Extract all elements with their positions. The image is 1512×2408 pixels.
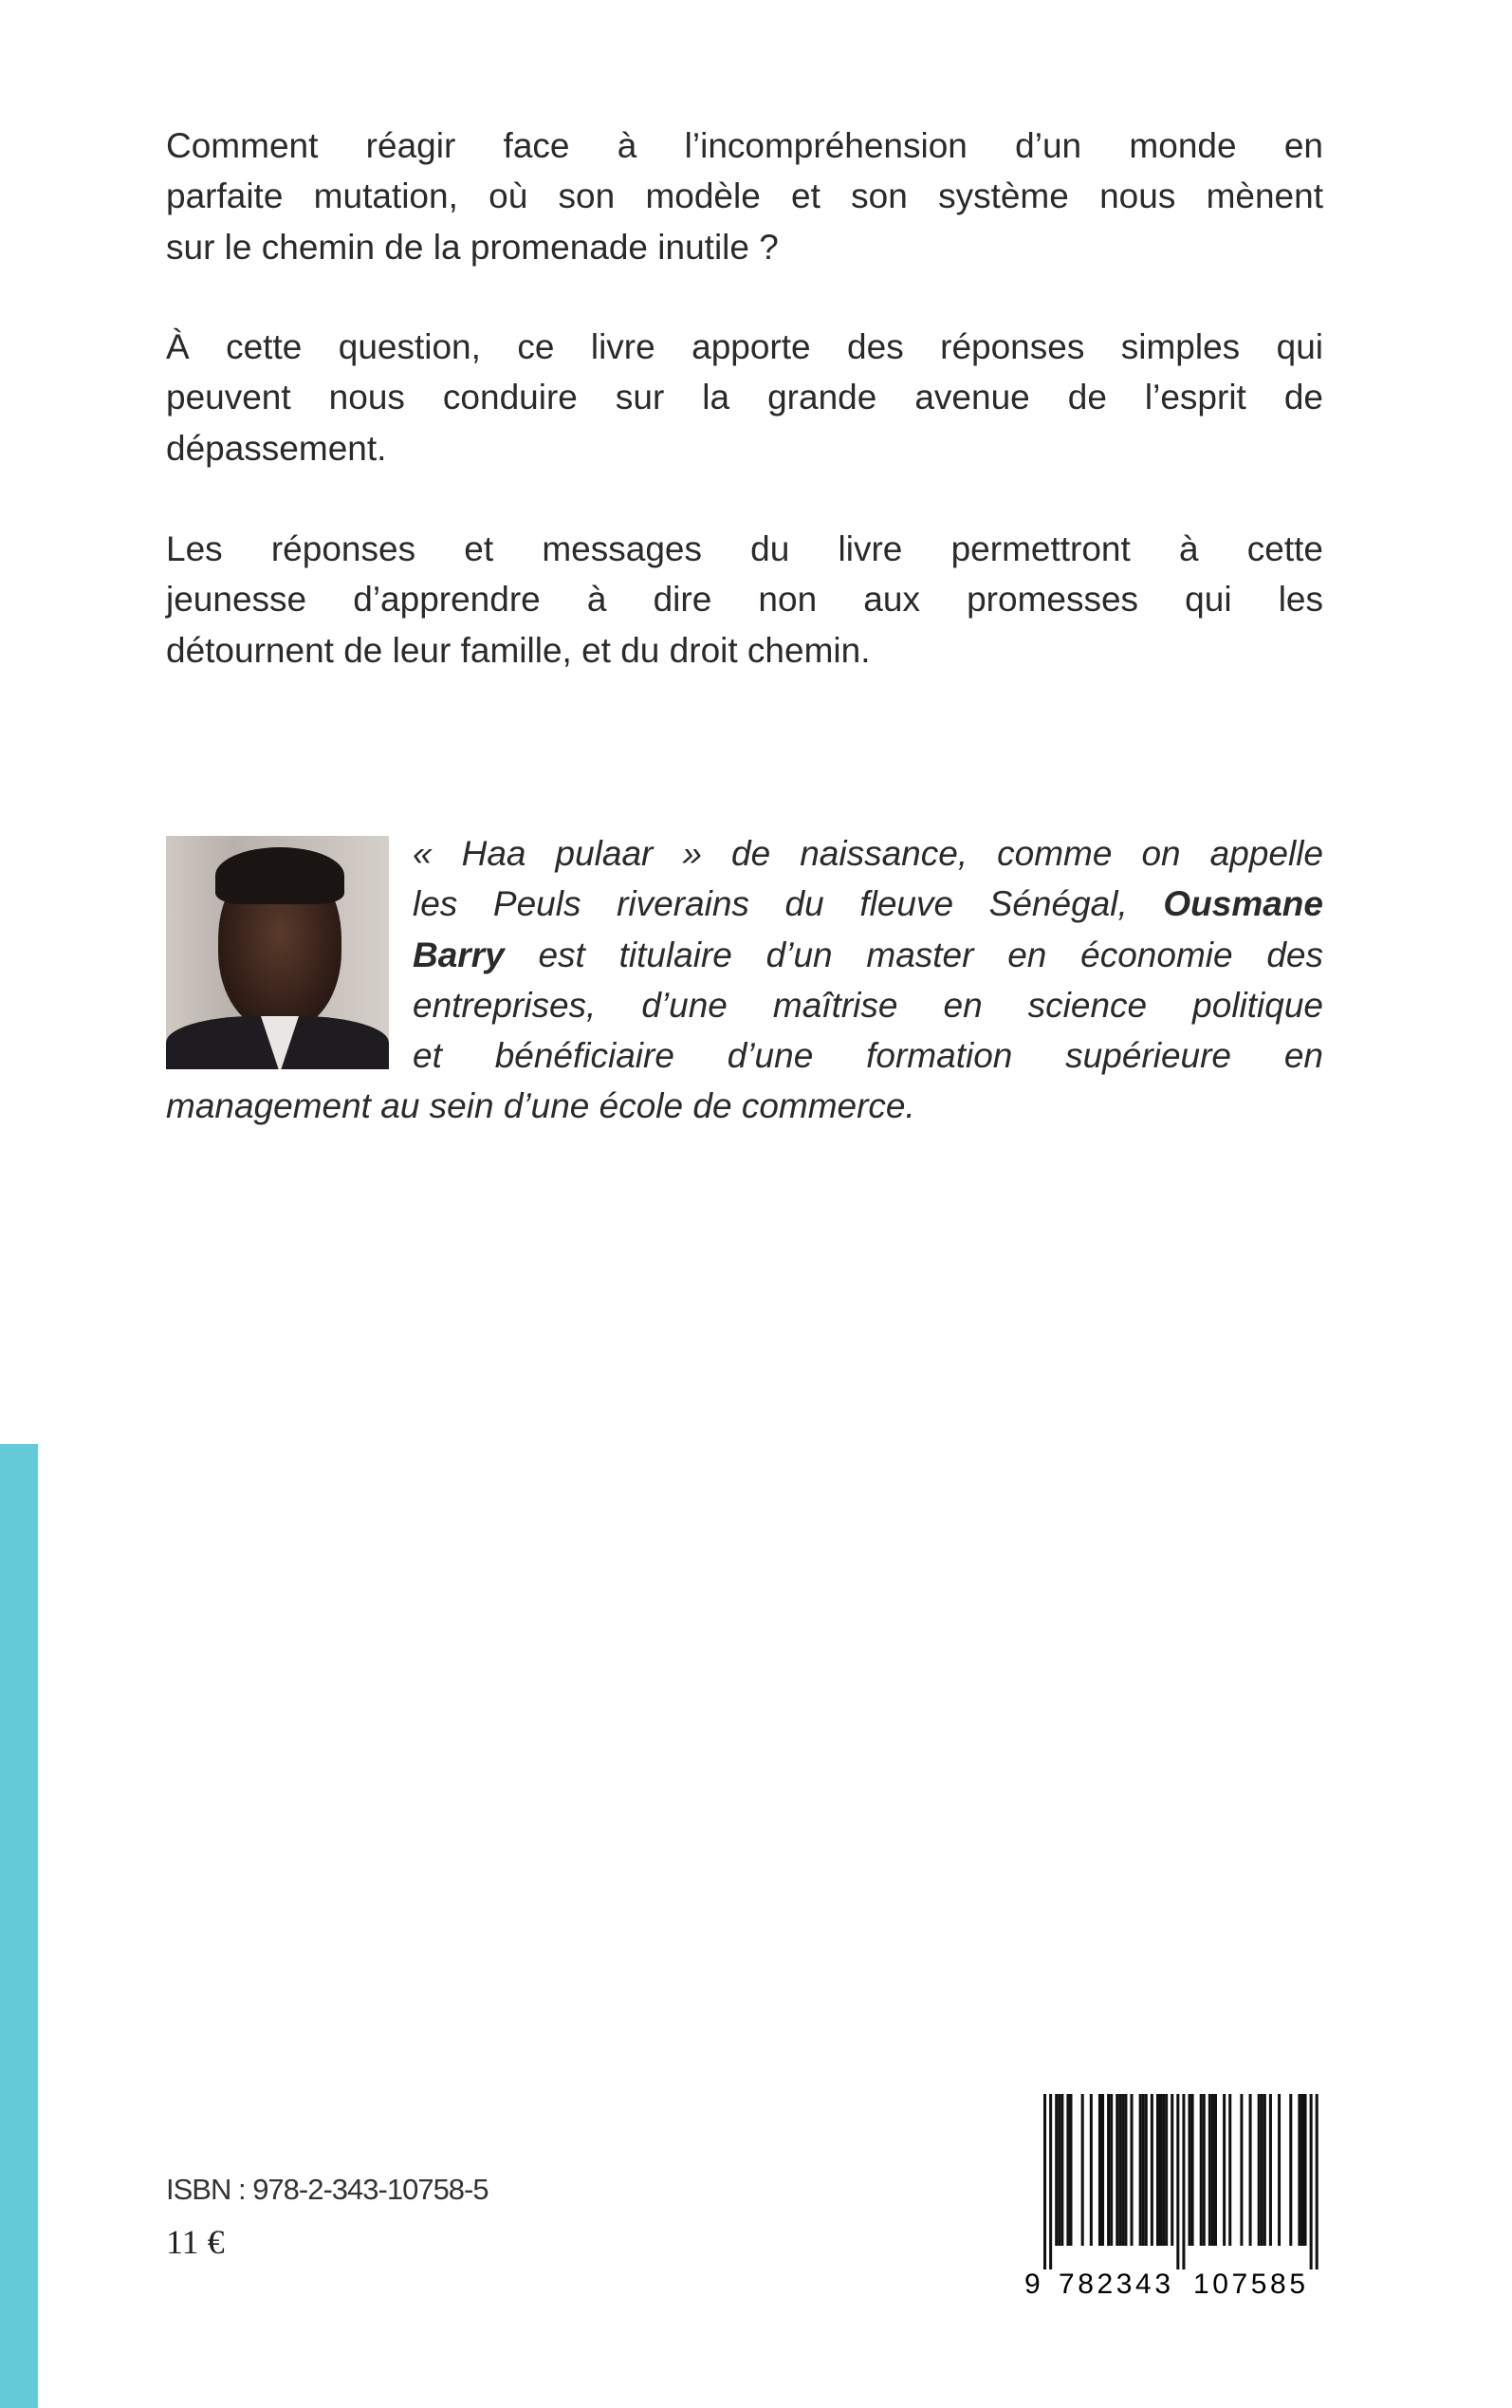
barcode-bar xyxy=(1069,2094,1072,2246)
barcode-bar xyxy=(1110,2094,1113,2246)
barcode-digits-left: 782343 xyxy=(1059,2269,1171,2300)
barcode-bar xyxy=(1189,2094,1191,2246)
barcode-bar xyxy=(1200,2094,1203,2246)
barcode-bar xyxy=(1139,2094,1142,2246)
barcode-bar xyxy=(1151,2094,1153,2246)
barcode-bar xyxy=(1107,2094,1110,2246)
blurb-paragraph-2 xyxy=(166,322,1323,473)
isbn: ISBN : 978-2-343-10758-5 xyxy=(166,2173,489,2206)
barcode-bar xyxy=(1121,2094,1124,2246)
bio-line xyxy=(413,930,1323,980)
barcode-bar xyxy=(1261,2094,1263,2246)
barcode-digits-right: 107585 xyxy=(1193,2269,1305,2300)
barcode-bar xyxy=(1278,2094,1281,2246)
barcode-bar xyxy=(1214,2094,1217,2246)
barcode-bar xyxy=(1258,2094,1261,2246)
barcode-bar xyxy=(1203,2094,1206,2246)
barcode-bar xyxy=(1116,2094,1118,2246)
text-line: Les réponses et messages du livre permettront à cette xyxy=(166,529,1323,568)
barcode-bar xyxy=(1145,2094,1148,2246)
bio-line: « Haa pulaar » de naissance, comme on appelle xyxy=(413,834,1323,873)
barcode-bar xyxy=(1310,2094,1313,2269)
barcode-bar xyxy=(1300,2094,1303,2246)
barcode-bar xyxy=(1124,2094,1127,2246)
barcode-bar xyxy=(1211,2094,1214,2246)
bio-line: et bénéficiaire d’une formation supérieure en xyxy=(413,1036,1323,1076)
barcode-bar xyxy=(1060,2094,1063,2246)
text-line: jeunesse d’apprendre à dire non aux promesses qui les xyxy=(166,580,1323,620)
barcode-bar xyxy=(1240,2094,1243,2246)
barcode-bar xyxy=(1159,2094,1162,2246)
barcode-digit-first: 9 xyxy=(1024,2269,1041,2300)
barcode-bar xyxy=(1058,2094,1060,2246)
text-line: peuvent nous conduire sur la grande avenue de l’esprit de xyxy=(166,378,1323,417)
barcode-bar xyxy=(1171,2094,1173,2246)
barcode-bar xyxy=(1081,2094,1084,2246)
bio-line xyxy=(413,879,1323,929)
barcode-bar xyxy=(1055,2094,1058,2246)
bio-text: est titulaire d’un master en économie des xyxy=(538,935,1323,974)
barcode-bar xyxy=(1165,2094,1168,2246)
text-line: dépassement. xyxy=(166,428,387,468)
barcode-bar xyxy=(1049,2094,1052,2269)
text-line: sur le chemin de la promenade inutile ? xyxy=(166,227,779,267)
barcode-bar xyxy=(1098,2094,1101,2246)
author-name: Barry xyxy=(413,935,505,974)
text-line: détournent de leur famille, et du droit chemin. xyxy=(166,630,871,670)
barcode-bar xyxy=(1228,2094,1231,2246)
barcode-bar xyxy=(1269,2094,1272,2246)
barcode-bar xyxy=(1249,2094,1252,2246)
barcode-bar xyxy=(1208,2094,1211,2246)
barcode-bar xyxy=(1223,2094,1226,2246)
accent-stripe xyxy=(0,1444,38,2408)
barcode-bar xyxy=(1066,2094,1069,2246)
barcode-bar xyxy=(1191,2094,1194,2246)
barcode-bar xyxy=(1263,2094,1266,2246)
barcode xyxy=(1024,2092,1337,2301)
barcode-bar xyxy=(1142,2094,1145,2246)
author-bio xyxy=(166,828,1323,1132)
barcode-bar xyxy=(1090,2094,1093,2246)
barcode-bar xyxy=(1176,2094,1179,2269)
bio-line: management au sein d’une école de commerce. xyxy=(166,1086,915,1126)
barcode-bar xyxy=(1289,2094,1292,2246)
barcode-bar xyxy=(1043,2094,1046,2269)
price: 11 € xyxy=(166,2223,225,2261)
barcode-bar xyxy=(1298,2094,1300,2246)
barcode-bar xyxy=(1118,2094,1121,2246)
bio-text: les Peuls riverains du fleuve Sénégal, xyxy=(413,884,1128,924)
barcode-bar xyxy=(1304,2094,1307,2246)
barcode-bar xyxy=(1162,2094,1165,2246)
blurb-paragraph-1 xyxy=(166,120,1323,272)
bio-line: entreprises, d’une maîtrise en science politique xyxy=(413,985,1323,1025)
blurb-paragraph-3 xyxy=(166,524,1323,676)
text-line: Comment réagir face à l’incompréhension d’un monde en xyxy=(166,126,1323,165)
text-line: À cette question, ce livre apporte des réponses simples qui xyxy=(166,327,1323,366)
barcode-bar xyxy=(1131,2094,1134,2246)
barcode-bar xyxy=(1101,2094,1104,2246)
text-line: parfaite mutation, où son modèle et son système nous mènent xyxy=(166,176,1323,216)
author-name: Ousmane xyxy=(1163,884,1323,924)
barcode-bar xyxy=(1156,2094,1159,2246)
barcode-bar xyxy=(1182,2094,1185,2269)
barcode-bar xyxy=(1316,2094,1318,2269)
